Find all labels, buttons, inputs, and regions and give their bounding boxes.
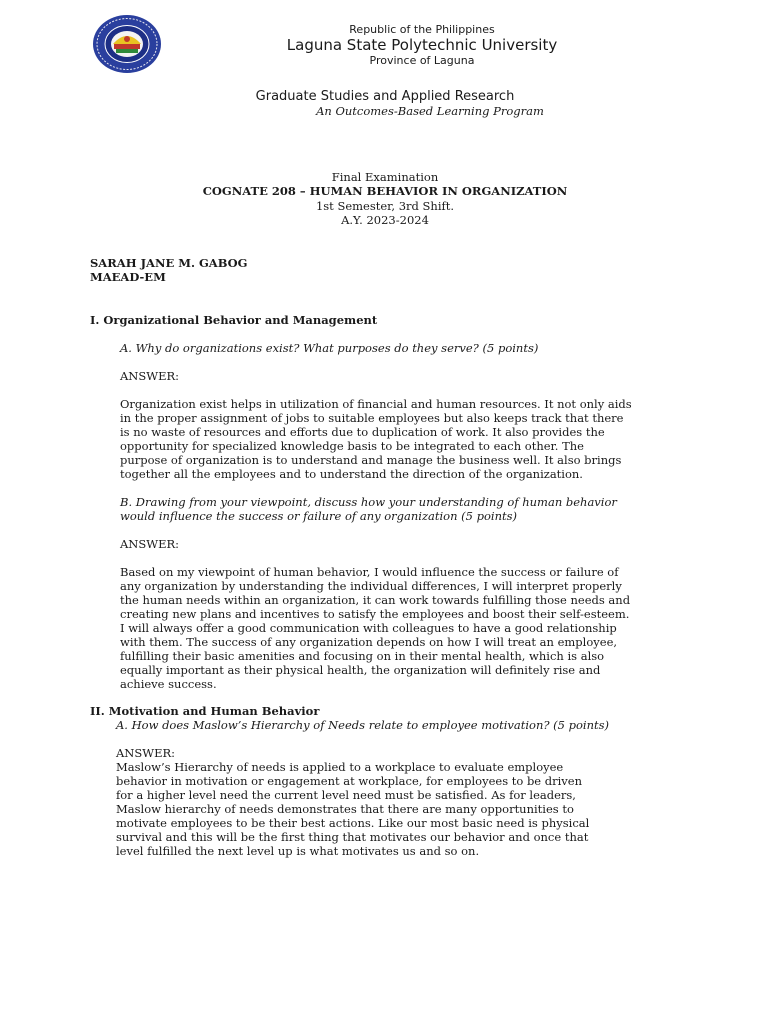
answer-line: is no waste of resources and efforts due to duplication of work. It also provides the [120,425,605,439]
question-text [120,495,690,523]
answer-paragraph [116,760,696,858]
answer-line: Organization exist helps in utilization of financial and human resources. It not only aids [120,397,632,411]
exam-semester: 1st Semester, 3rd Shift. [315,199,455,213]
answer-line: Maslow hierarchy of needs demonstrates that there are many opportunities to [116,802,574,816]
answer-line: level fulfilled the next level up is what motivates us and so on. [116,844,480,858]
header-republic: Republic of the Philippines [349,23,495,36]
exam-title: Final Examination [331,170,439,184]
answer-line: motivate employees to be their best actions. Like our most basic need is physical [116,816,590,830]
answer-line: Based on my viewpoint of human behavior, I would influence the success or failure of [120,565,619,579]
question-line: B. Drawing from your viewpoint, discuss how your understanding of human behavior [120,495,617,509]
answer-label: ANSWER: [116,746,175,760]
question-line: would influence the success or failure of any organization (5 points) [120,509,518,523]
question-text: A. How does Maslow’s Hierarchy of Needs relate to employee motivation? (5 points) [116,718,610,732]
answer-line: the human needs within an organization, it can work towards fulfilling those needs and [120,593,631,607]
answer-label: ANSWER: [120,369,179,383]
answer-line: fulfilling their basic amenities and focusing on in their mental health, which is also [120,649,605,663]
student-name: SARAH JANE M. GABOG [90,256,248,270]
answer-label: ANSWER: [120,537,179,551]
answer-paragraph [120,397,700,481]
student-program: MAEAD-EM [90,270,166,284]
header-program-tagline: An Outcomes-Based Learning Program [316,104,544,118]
answer-line: purpose of organization is to understand and manage the business well. It also brings [120,453,622,467]
exam-course: COGNATE 208 – HUMAN BEHAVIOR IN ORGANIZATION [202,184,568,198]
answer-paragraph [120,565,700,691]
question-text: A. Why do organizations exist? What purposes do they serve? (5 points) [120,341,539,355]
header-province: Province of Laguna [369,54,475,67]
exam-academic-year: A.Y. 2023-2024 [341,213,429,227]
answer-line: creating new plans and incentives to satisfy the employees and boost their self-esteem. [120,607,630,621]
answer-line: behavior in motivation or engagement at workplace, for employees to be driven [116,774,583,788]
section-heading: I. Organizational Behavior and Management [90,313,378,327]
answer-line: any organization by understanding the individual differences, I will interpret properly [120,579,622,593]
answer-line: opportunity for specialized knowledge basis to be integrated to each other. The [120,439,584,453]
answer-line: with them. The success of any organization depends on how I will treat an employee, [120,635,618,649]
answer-line: survival and this will be the first thing that motivates our behavior and once that [116,830,589,844]
header-graduate-studies: Graduate Studies and Applied Research [255,89,515,104]
answer-line: for a higher level need the current level need must be satisfied. As for leaders, [116,788,576,802]
answer-line: I will always offer a good communication with colleagues to have a good relationship [120,621,617,635]
answer-line: in the proper assignment of jobs to suitable employees but also keeps track that there [120,411,624,425]
header-university-name: Laguna State Polytechnic University [286,36,558,54]
answer-line: together all the employees and to understand the direction of the organization. [120,467,583,481]
section-heading: II. Motivation and Human Behavior [90,704,320,718]
answer-line: Maslow’s Hierarchy of needs is applied to a workplace to evaluate employee [116,760,564,774]
answer-line: equally important as their physical health, the organization will definitely rise and [120,663,601,677]
answer-line: achieve success. [120,677,217,691]
